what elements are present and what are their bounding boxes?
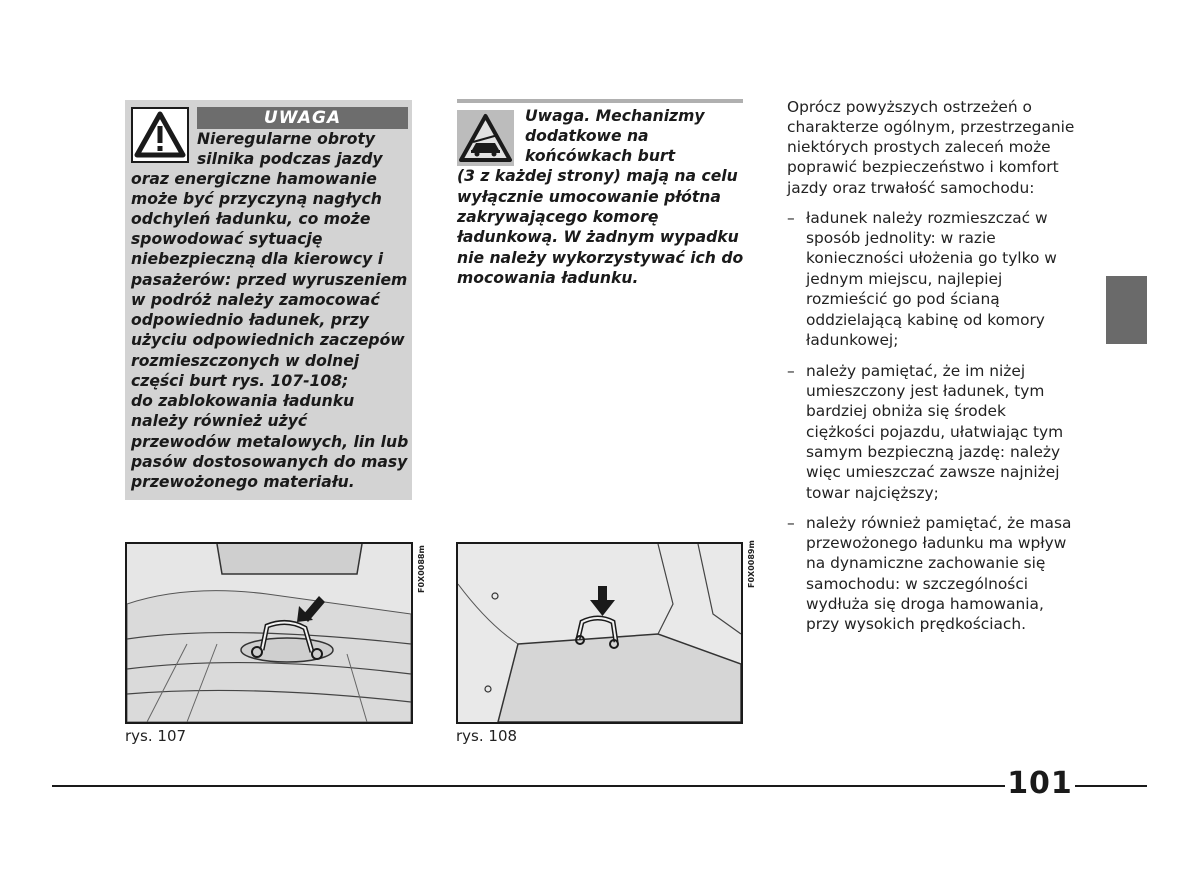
- body-line: ciężkości pojazdu, ułatwiając tym: [806, 423, 1064, 441]
- body-line: charakterze ogólnym, przestrzeganie: [787, 118, 1075, 136]
- warning-line: przewożonego materiału.: [131, 473, 355, 491]
- warning-header: UWAGA: [197, 107, 408, 129]
- body-line: należy również pamiętać, że masa: [806, 514, 1072, 532]
- body-line: niektórych prostych zaleceń może: [787, 138, 1051, 156]
- warning-line: należy również użyć: [131, 412, 308, 430]
- note-line: dodatkowe na: [525, 127, 649, 145]
- warning-line: użyciu odpowiednich zaczepów: [131, 331, 405, 349]
- figure-107-illustration: [125, 542, 413, 724]
- warning-line: pasażerów: przed wyruszeniem: [131, 271, 408, 289]
- body-line: więc umieszczać zawsze najniżej: [806, 463, 1060, 481]
- body-line: sposób jednolity: w razie: [806, 229, 996, 247]
- note-line: końcówkach burt: [525, 147, 676, 165]
- body-line: umieszczony jest ładunek, tym: [806, 382, 1045, 400]
- body-line: przy wysokich prędkościach.: [806, 615, 1027, 633]
- footer-rule: [52, 785, 1005, 787]
- footer-rule: [1075, 785, 1147, 787]
- body-line: konieczności ułożenia go tylko w: [806, 249, 1057, 267]
- body-line: ładunek należy rozmieszczać w: [806, 209, 1048, 227]
- bullet-dash: –: [787, 209, 795, 227]
- body-line: na dynamiczne zachowanie się: [806, 554, 1046, 572]
- body-line: jazdy oraz trwałość samochodu:: [787, 179, 1035, 197]
- note-line: zakrywającego komorę: [457, 208, 659, 226]
- body-line: towar najcięższy;: [806, 484, 939, 502]
- figure-108-illustration: [456, 542, 743, 724]
- body-line: przewożonego ładunku ma wpływ: [806, 534, 1067, 552]
- body-line: poprawić bezpieczeństwo i komfort: [787, 158, 1059, 176]
- warning-line: rozmieszczonych w dolnej: [131, 352, 360, 370]
- warning-line: spowodować sytuację: [131, 230, 323, 248]
- warning-line: części burt rys. 107-108;: [131, 372, 349, 390]
- page-number: 101: [1007, 766, 1073, 801]
- warning-line: odpowiednio ładunek, przy: [131, 311, 369, 329]
- warning-line: silnika podczas jazdy: [197, 150, 383, 168]
- body-line: oddzielającą kabinę od komory: [806, 311, 1045, 329]
- body-line: Oprócz powyższych ostrzeżeń o: [787, 98, 1032, 116]
- warning-line: pasów dostosowanych do masy: [131, 453, 408, 471]
- warning-line: oraz energiczne hamowanie: [131, 170, 377, 188]
- note-line: (3 z każdej strony) mają na celu: [457, 167, 738, 185]
- figure-caption: rys. 108: [456, 727, 518, 745]
- note-line: Uwaga. Mechanizmy: [525, 107, 705, 125]
- body-line: bardziej obniża się środek: [806, 402, 1006, 420]
- warning-line: niebezpieczną dla kierowcy i: [131, 250, 384, 268]
- body-line: jednym miejscu, najlepiej: [806, 270, 1003, 288]
- figure-code: F0X0089m: [747, 540, 756, 588]
- body-line: samochodu: w szczególności: [806, 575, 1029, 593]
- body-line: rozmieścić go pod ścianą: [806, 290, 1000, 308]
- figure-caption: rys. 107: [125, 727, 187, 745]
- bullet-dash: –: [787, 514, 795, 532]
- note-line: mocowania ładunku.: [457, 269, 639, 287]
- note-line: nie należy wykorzystywać ich do: [457, 249, 744, 267]
- section-tab-marker: [1106, 276, 1147, 344]
- note-line: wyłącznie umocowanie płótna: [457, 188, 721, 206]
- warning-line: do zablokowania ładunku: [131, 392, 355, 410]
- body-line: wydłuża się droga hamowania,: [806, 595, 1044, 613]
- warning-triangle-icon: [131, 107, 189, 163]
- body-line: ładunkowej;: [806, 331, 899, 349]
- bullet-dash: –: [787, 362, 795, 380]
- figure-code: F0X0088m: [417, 545, 426, 593]
- note-line: ładunkową. W żadnym wypadku: [457, 228, 739, 246]
- body-line: samym bezpieczną jazdę: należy: [806, 443, 1061, 461]
- note-rule: [457, 99, 743, 103]
- car-cargo-triangle-icon: [457, 110, 514, 166]
- warning-line: przewodów metalowych, lin lub: [131, 433, 409, 451]
- warning-line: odchyleń ładunku, co może: [131, 210, 371, 228]
- warning-line: Nieregularne obroty: [197, 130, 376, 148]
- body-line: należy pamiętać, że im niżej: [806, 362, 1026, 380]
- warning-line: może być przyczyną nagłych: [131, 190, 382, 208]
- warning-line: w podróż należy zamocować: [131, 291, 380, 309]
